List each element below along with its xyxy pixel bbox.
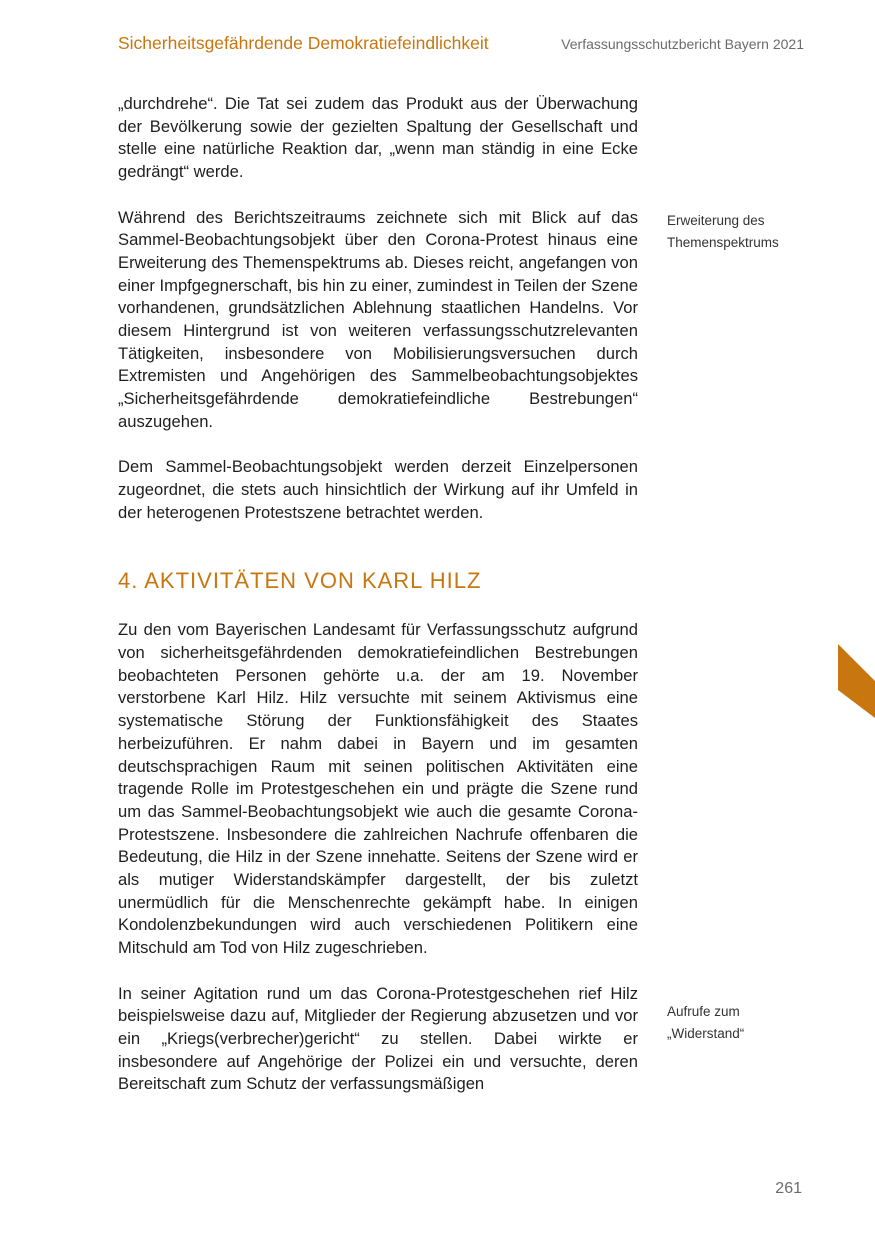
main-text-column (118, 93, 638, 1096)
margin-note-line: Aufrufe zum (667, 1004, 740, 1019)
margin-note-line: Themenspektrums (667, 235, 779, 250)
page-number: 261 (775, 1180, 802, 1197)
section-heading: 4. AKTIVITÄTEN VON KARL HILZ (118, 568, 482, 594)
paragraph-2: Während des Berichtszeitraums zeichnete sich mit Blick auf das Sammel-Beobachtungsobjekt über den Corona-Protest hinaus eine Erweiterung des Themenspektrums ab. Dieses reicht, angefangen von einer Impfgegnerschaft, bis hin zu einer, zumindest in Teilen der Szene vorhandenen, grundsätzlichen Ablehnung staatlichen Handelns. Vor diesem Hintergrund ist von weiteren verfassungsschutzrelevanten Tätigkeiten, insbesondere von Mobilisierungsversuchen durch Extremisten und Angehörigen des Sammelbeobachtungsobjektes „Sicherheitsgefährdende demokratiefeindliche Bestrebungen“ auszugehen. (118, 207, 638, 431)
chapter-title: Sicherheitsgefährdende Demokratiefeindlichkeit (118, 33, 489, 53)
running-header (118, 33, 804, 59)
paragraph-1: „durchdrehe“. Die Tat sei zudem das Produkt aus der Überwachung der Bevölkerung sowie der gezielten Spaltung der Gesellschaft und stelle eine natürliche Reaktion dar, „wenn man ständig in eine Ecke gedrängt“ werde. (118, 94, 638, 182)
paragraph-5: In seiner Agitation rund um das Corona-Protestgeschehen rief Hilz beispielsweise dazu auf, Mitglieder der Regierung abzusetzen und vor ein „Kriegs(verbrecher)gericht“ zu stellen. Dabei wirkte er insbesondere auf Angehörige der Polizei ein und versuchte, deren Bereitschaft zum Schutz der verfassungsmäßigen (118, 983, 638, 1094)
chapter-tab-marker (838, 644, 875, 718)
margin-note-widerstand (667, 1001, 827, 1045)
paragraph-3: Dem Sammel-Beobachtungsobjekt werden derzeit Einzelpersonen zugeordnet, die stets auch hinsichtlich der Wirkung auf ihr Umfeld in der heterogenen Protestszene betrachtet werden. (118, 457, 638, 522)
margin-note-line: Erweiterung des (667, 213, 765, 228)
report-title: Verfassungsschutzbericht Bayern 2021 (561, 36, 804, 52)
chapter-tab-shape (838, 644, 875, 718)
margin-note-themenspektrum (667, 210, 827, 254)
margin-note-line: „Widerstand“ (667, 1026, 745, 1041)
paragraph-4: Zu den vom Bayerischen Landesamt für Verfassungsschutz aufgrund von sicherheitsgefährdenden demokratiefeindlichen Bestrebungen beobachteten Personen gehörte u.a. der am 19. November verstorbene Karl Hilz. Hilz versuchte mit seinem Aktivismus eine systematische Störung der Funktionsfähigkeit des Staates herbeizuführen. Er nahm dabei in Bayern und im gesamten deutschsprachigen Raum mit seinen politischen Aktivitäten eine tragende Rolle im Protestgeschehen ein und prägte die Szene rund um das Sammel-Beobachtungsobjekt wie auch die gesamte Corona-Protestszene. Insbesondere die zahlreichen Nachrufe offenbaren die Bedeutung, die Hilz in der Szene innehatte. Seitens der Szene wird er als mutiger Widerstandskämpfer dargestellt, der bis zuletzt unermüdlich für die Menschenrechte gekämpft habe. In einigen Kondolenzbekundungen wird auch verschiedenen Politikern eine Mitschuld am Tod von Hilz zugeschrieben. (118, 620, 638, 958)
